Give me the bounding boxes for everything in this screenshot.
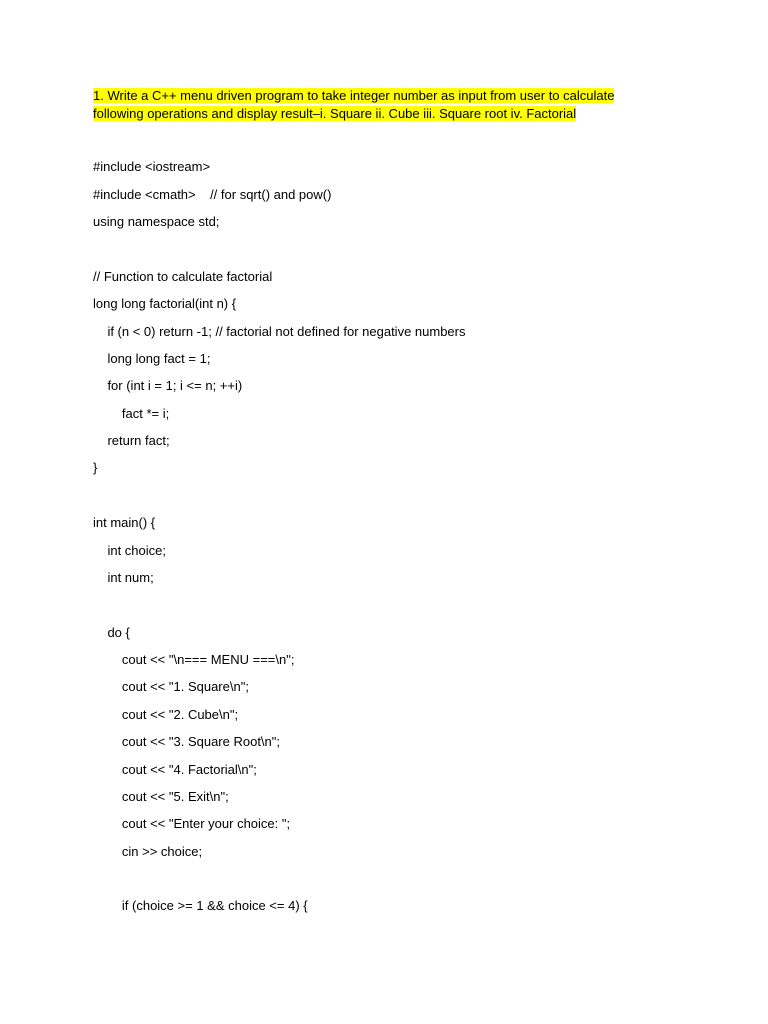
code-line: int num; xyxy=(93,570,154,585)
code-line: cout << "4. Factorial\n"; xyxy=(93,762,257,777)
code-line: // Function to calculate factorial xyxy=(93,269,273,284)
code-line: int main() { xyxy=(93,515,156,530)
code-line: fact *= i; xyxy=(93,406,170,421)
code-line: do { xyxy=(93,625,130,640)
code-line: int choice; xyxy=(93,543,166,558)
question-line-1: 1. Write a C++ menu driven program to take integer number as input from user to calculate xyxy=(93,88,615,103)
code-line: using namespace std; xyxy=(93,214,220,229)
code-line: cout << "1. Square\n"; xyxy=(93,679,249,694)
question-line-2: following operations and display result–i. Square ii. Cube iii. Square root iv. Factorial xyxy=(93,106,577,121)
code-line: cout << "\n=== MENU ===\n"; xyxy=(93,652,295,667)
code-line: #include <cmath> // for sqrt() and pow() xyxy=(93,187,332,202)
code-line: cout << "3. Square Root\n"; xyxy=(93,734,281,749)
code-line: if (n < 0) return -1; // factorial not defined for negative numbers xyxy=(93,324,466,339)
code-line: if (choice >= 1 && choice <= 4) { xyxy=(93,898,308,913)
code-line: for (int i = 1; i <= n; ++i) xyxy=(93,378,243,393)
code-line: #include <iostream> xyxy=(93,159,211,174)
code-line: cin >> choice; xyxy=(93,844,203,859)
code-line: cout << "5. Exit\n"; xyxy=(93,789,229,804)
code-line: } xyxy=(93,460,98,475)
code-line: long long fact = 1; xyxy=(93,351,211,366)
code-line: cout << "2. Cube\n"; xyxy=(93,707,239,722)
code-line: long long factorial(int n) { xyxy=(93,296,237,311)
question-text xyxy=(93,87,653,123)
code-line: return fact; xyxy=(93,433,170,448)
code-line: cout << "Enter your choice: "; xyxy=(93,816,291,831)
